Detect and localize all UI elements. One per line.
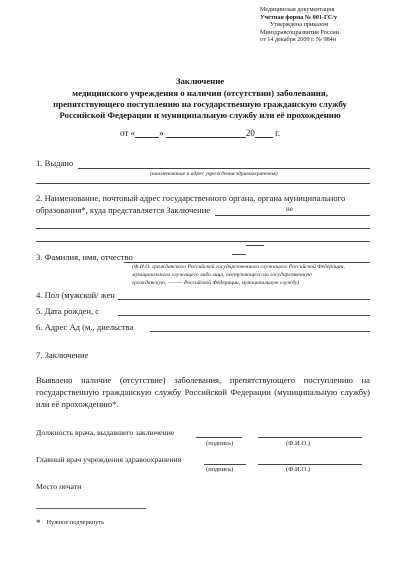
field-4-label: 4. Пол (мужской/ жен: [36, 290, 115, 300]
footnote-text: Нужное подчеркнуть: [46, 519, 105, 526]
stamp-place-label: Место печати: [36, 482, 82, 491]
field-1-label: 1. Выдано: [36, 158, 74, 168]
field-2-mark: [246, 245, 264, 246]
doctor-name-hint: (Ф.И.О.): [286, 440, 311, 447]
title-line: медицинского учреждения о наличии (отсутствии) заболевания,: [72, 88, 328, 98]
year-blank[interactable]: [255, 128, 273, 138]
chief-signature-line[interactable]: [204, 464, 246, 465]
field-3-hint: [132, 264, 372, 287]
conclusion-text: Выявлено наличие (отсутствие) заболевания, препятствующего поступлению на государственную гражданскую службу Российской Федерации (муниципальную службу) или её прохождению*.: [36, 375, 370, 409]
field-3-hint-line: гражданскую, ——— Российской Федерации, муниципальную службу): [132, 279, 300, 286]
requisite-line: Минздравсоцразвития России: [260, 28, 340, 36]
field-2-line[interactable]: [215, 215, 370, 216]
footnote: [36, 518, 104, 528]
title-line: Российской Федерации и муниципальную службу или её прохождению: [59, 110, 341, 120]
document-title: [30, 76, 370, 121]
field-1-line[interactable]: [78, 168, 370, 169]
doctor-position-label: Должность врача, выдавшего заключение: [36, 428, 175, 437]
field-3-label: 3. Фамилия, имя, отчество: [36, 252, 133, 262]
field-1-hint: (наименование и адрес учреждения здравоохранения): [150, 171, 278, 177]
footnote-star: *: [36, 518, 41, 528]
requisite-line: Медицинская документация: [260, 6, 335, 13]
field-5-label: 5. Дата рожден, с: [36, 306, 100, 316]
requisite-line: от 14 декабря 2009 г. № 984н: [260, 36, 337, 44]
field-3-hint-line: (Ф.И.О. гражданского Российской государственного служащего Российской Федерации,: [132, 264, 345, 270]
date-suffix: г.: [272, 128, 280, 138]
chief-name-line[interactable]: [258, 464, 362, 465]
field-2-line-2[interactable]: [36, 228, 370, 229]
field-4-line[interactable]: [118, 299, 370, 300]
field-6-line[interactable]: [150, 331, 370, 332]
field-6-label: 6. Адрес Ад (м., диельства: [36, 322, 134, 332]
field-3-line[interactable]: [124, 262, 370, 263]
chief-physician-label: Главный врач учреждения здравоохранения: [36, 455, 182, 464]
title-line: препятствующего поступлению на государственную гражданскую службу: [53, 99, 347, 109]
field-2-line-3[interactable]: [36, 241, 370, 242]
footnote-divider: [36, 508, 146, 509]
requisite-line: Учетная форма № 001-ГС/у: [260, 13, 338, 21]
month-blank[interactable]: [166, 128, 246, 138]
field-2-label-b: образования*, куда представляется Заключение: [36, 205, 211, 215]
doctor-signature-line[interactable]: [196, 437, 242, 438]
doctor-signature-hint: (подпись): [206, 440, 234, 447]
field-2-fragment: не: [286, 205, 293, 213]
field-3-hint-line: муниципального служащего либо лица, поступающего на государственную: [132, 271, 312, 278]
title-line: Заключение: [175, 76, 225, 86]
date-quote: »: [159, 128, 164, 138]
requisite-line: Утверждена приказом: [270, 21, 329, 29]
field-7-label: 7. Заключение: [36, 350, 89, 360]
field-2-label: 2. Наименование, почтовый адрес государственного органа, органа муниципального: [36, 193, 346, 203]
chief-name-hint: (Ф.И.О.): [286, 466, 311, 473]
field-1-line-2[interactable]: [36, 183, 370, 184]
form-requisites: [260, 6, 370, 44]
day-blank[interactable]: [135, 128, 159, 138]
doctor-name-line[interactable]: [258, 437, 362, 438]
field-5-line[interactable]: [118, 315, 370, 316]
field-3-mark: [232, 254, 246, 255]
date-prefix: от «: [119, 128, 136, 138]
date-line: [0, 128, 400, 138]
year-prefix: 20: [245, 128, 255, 138]
chief-signature-hint: (подпись): [206, 466, 234, 473]
